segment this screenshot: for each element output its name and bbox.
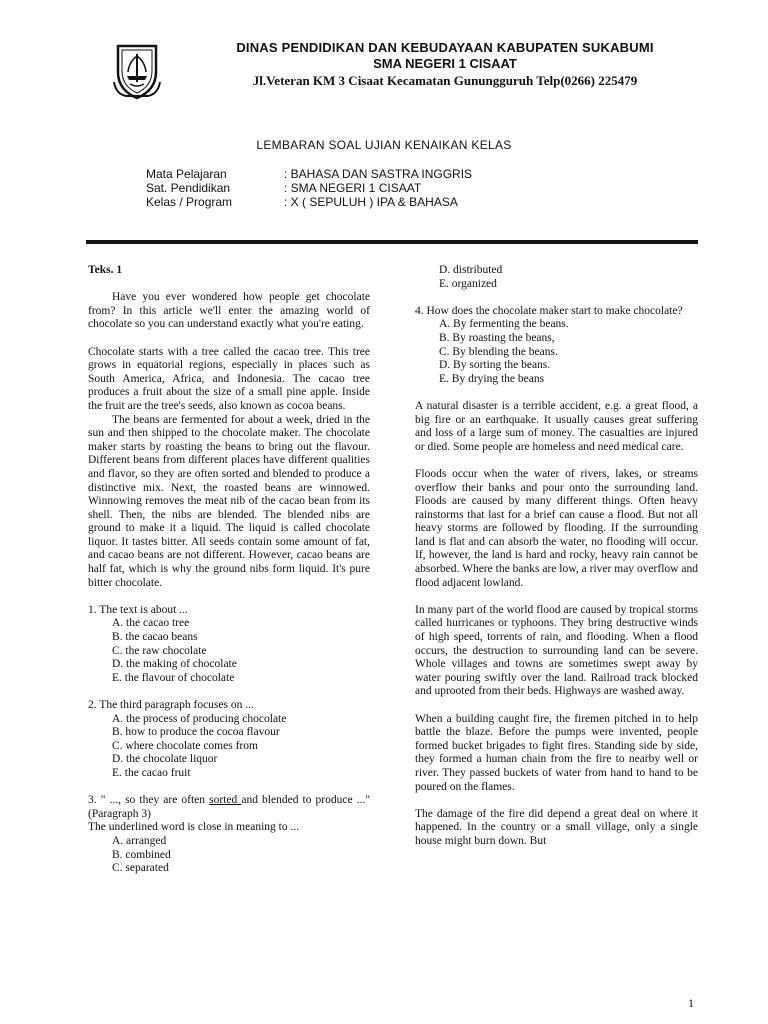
school-label: Sat. Pendidikan [146,181,231,195]
answer-option: D. By sorting the beans. [439,359,551,372]
question-text: 2. The third paragraph focuses on ... [88,699,254,711]
letterhead-address: Jl.Veteran KM 3 Cisaat Kecamatan Gunungguruh Telp(0266) 225479 [252,73,638,88]
paragraph: A natural disaster is a terrible accident, e.g. a great flood, a big fire or an earthquake. It usually causes great suffering and loss of a large sum of money. The casualties are injured or died. Some people are homeless and need medical care. [415,399,698,453]
question-prompt: The underlined word is close in meaning to ... [88,821,300,834]
answer-option: B. combined [112,848,171,861]
answer-option: C. where chocolate comes from [112,739,258,752]
question-text: 4. How does the chocolate maker start to make chocolate? [415,304,683,317]
answer-option: B. how to produce the cocoa flavour [112,726,280,739]
answer-option: E. By drying the beans [439,372,545,385]
paragraph: When a building caught fire, the firemen pitched in to help battle the blaze. Before the pumps were invented, people formed bucket brigades to fight fires. Standing side by side, they formed a human chain from the fire to nearby well or river. They passed buckets of water from hand to hand to be poured on the flames. [415,712,698,793]
paragraph: In many part of the world flood are caused by tropical storms called hurricanes or typhoons. They bring destructive winds of high speed, torrents of rain, and flooding. When a flood occurs, the destruction to surrounding land can be severe. Whole villages and towns are sometimes swept away by water pouring swiftly over the land. Railroad track blocked and uprooted from their beds. Highways are washed away. [415,603,698,698]
question-1 [88,604,370,686]
exam-info [146,167,472,209]
question-text [88,794,370,821]
answer-option: A. the cacao tree [112,617,190,630]
class-value: : X ( SEPULUH ) IPA & BAHASA [284,195,458,209]
answer-option: D. the making of chocolate [112,658,237,671]
paragraph: Chocolate starts with a tree called the cacao tree. This tree grows in equatorial regions, especially in places such as South America, Africa, and Indonesia. The cacao tree produces a fruit about the size of a small pine apple. Inside the fruit are the tree's seeds, also known as cocoa beans. [88,345,370,412]
answer-option: A. the process of producing chocolate [112,712,287,725]
question-4 [415,305,698,387]
answer-option: E. the flavour of chocolate [112,671,235,684]
page-title: LEMBARAN SOAL UJIAN KENAIKAN KELAS [256,138,512,152]
answer-option: D. the chocolate liquor [112,753,218,766]
subject-label: Mata Pelajaran [146,167,227,181]
letterhead-agency: DINAS PENDIDIKAN DAN KEBUDAYAAN KABUPATEN SUKABUMI [236,40,654,55]
underlined-word: sorted [209,794,242,807]
letterhead [100,40,730,120]
question-3 [88,794,370,876]
text-label: Teks. 1 [88,264,123,276]
right-column [415,264,698,849]
left-column [88,264,370,876]
subject-value: : BAHASA DAN SASTRA INGGRIS [284,167,473,181]
paragraph: The beans are fermented for about a week, dried in the sun and then shipped to the chocolate maker. The chocolate maker starts by roasting the beans to bring out the flavour. Different beans from different places have different qualities and flavor, so they are often sorted and blended to produce a distinctive mix. Next, the roasted beans are winnowed. Winnowing removes the meat nib of the cacao bean from its shell. Then, the nibs are blended. The blended nibs are ground to make it a liquid. The liquid is called chocolate liquor. It tastes bitter. All seeds contain some amount of fat, and cacao beans are not different. However, cacao beans are half fat, which is why the ground nibs form liquid. It's pure bitter chocolate. [88,413,370,589]
question-quote-end: and blended to produce ..." (Paragraph 3) [88,794,371,820]
answer-option: C. By blending the beans. [439,345,558,358]
question-3-continued [415,264,698,291]
answer-option: E. the cacao fruit [112,766,191,779]
page-number: 1 [688,996,694,1010]
paragraph: Floods occur when the water of rivers, lakes, or streams overflow their banks and pour onto the surrounding land. Floods are caused by many different things. Often heavy rainstorms that last for a brief can cause a flood. But not all heavy storms are followed by flooding. If the surrounding land is flat and can absorb the water, no flooding will occur. If, however, the land is hard and rocky, heavy rain cannot be absorbed. Where the banks are low, a river may overflow and flood adjacent lowland. [415,467,698,589]
question-quote-start: 3. " ..., so they are often [88,794,210,807]
answer-option: B. By roasting the beans, [439,331,555,344]
answer-option: E. organized [439,277,497,290]
answer-option: C. the raw chocolate [112,644,207,657]
answer-option: A. By fermenting the beans. [439,318,569,331]
answer-option: B. the cacao beans [112,631,198,644]
paragraph: The damage of the fire did depend a great deal on where it happened. In the country or a small village, only a single house might burn down. But [415,807,698,847]
school-value: : SMA NEGERI 1 CISAAT [284,181,422,195]
question-text: 1. The text is about ... [88,603,188,616]
question-2 [88,699,370,781]
answer-option: C. separated [112,862,169,875]
class-label: Kelas / Program [146,195,233,209]
paragraph: Have you ever wondered how people get chocolate from? In this article we'll enter the amazing world of chocolate so you can understand exactly what you're eating. [88,291,370,331]
header-divider [86,240,698,244]
answer-option: A. arranged [112,834,167,847]
letterhead-school: SMA NEGERI 1 CISAAT [373,56,517,71]
answer-option: D. distributed [439,264,503,276]
